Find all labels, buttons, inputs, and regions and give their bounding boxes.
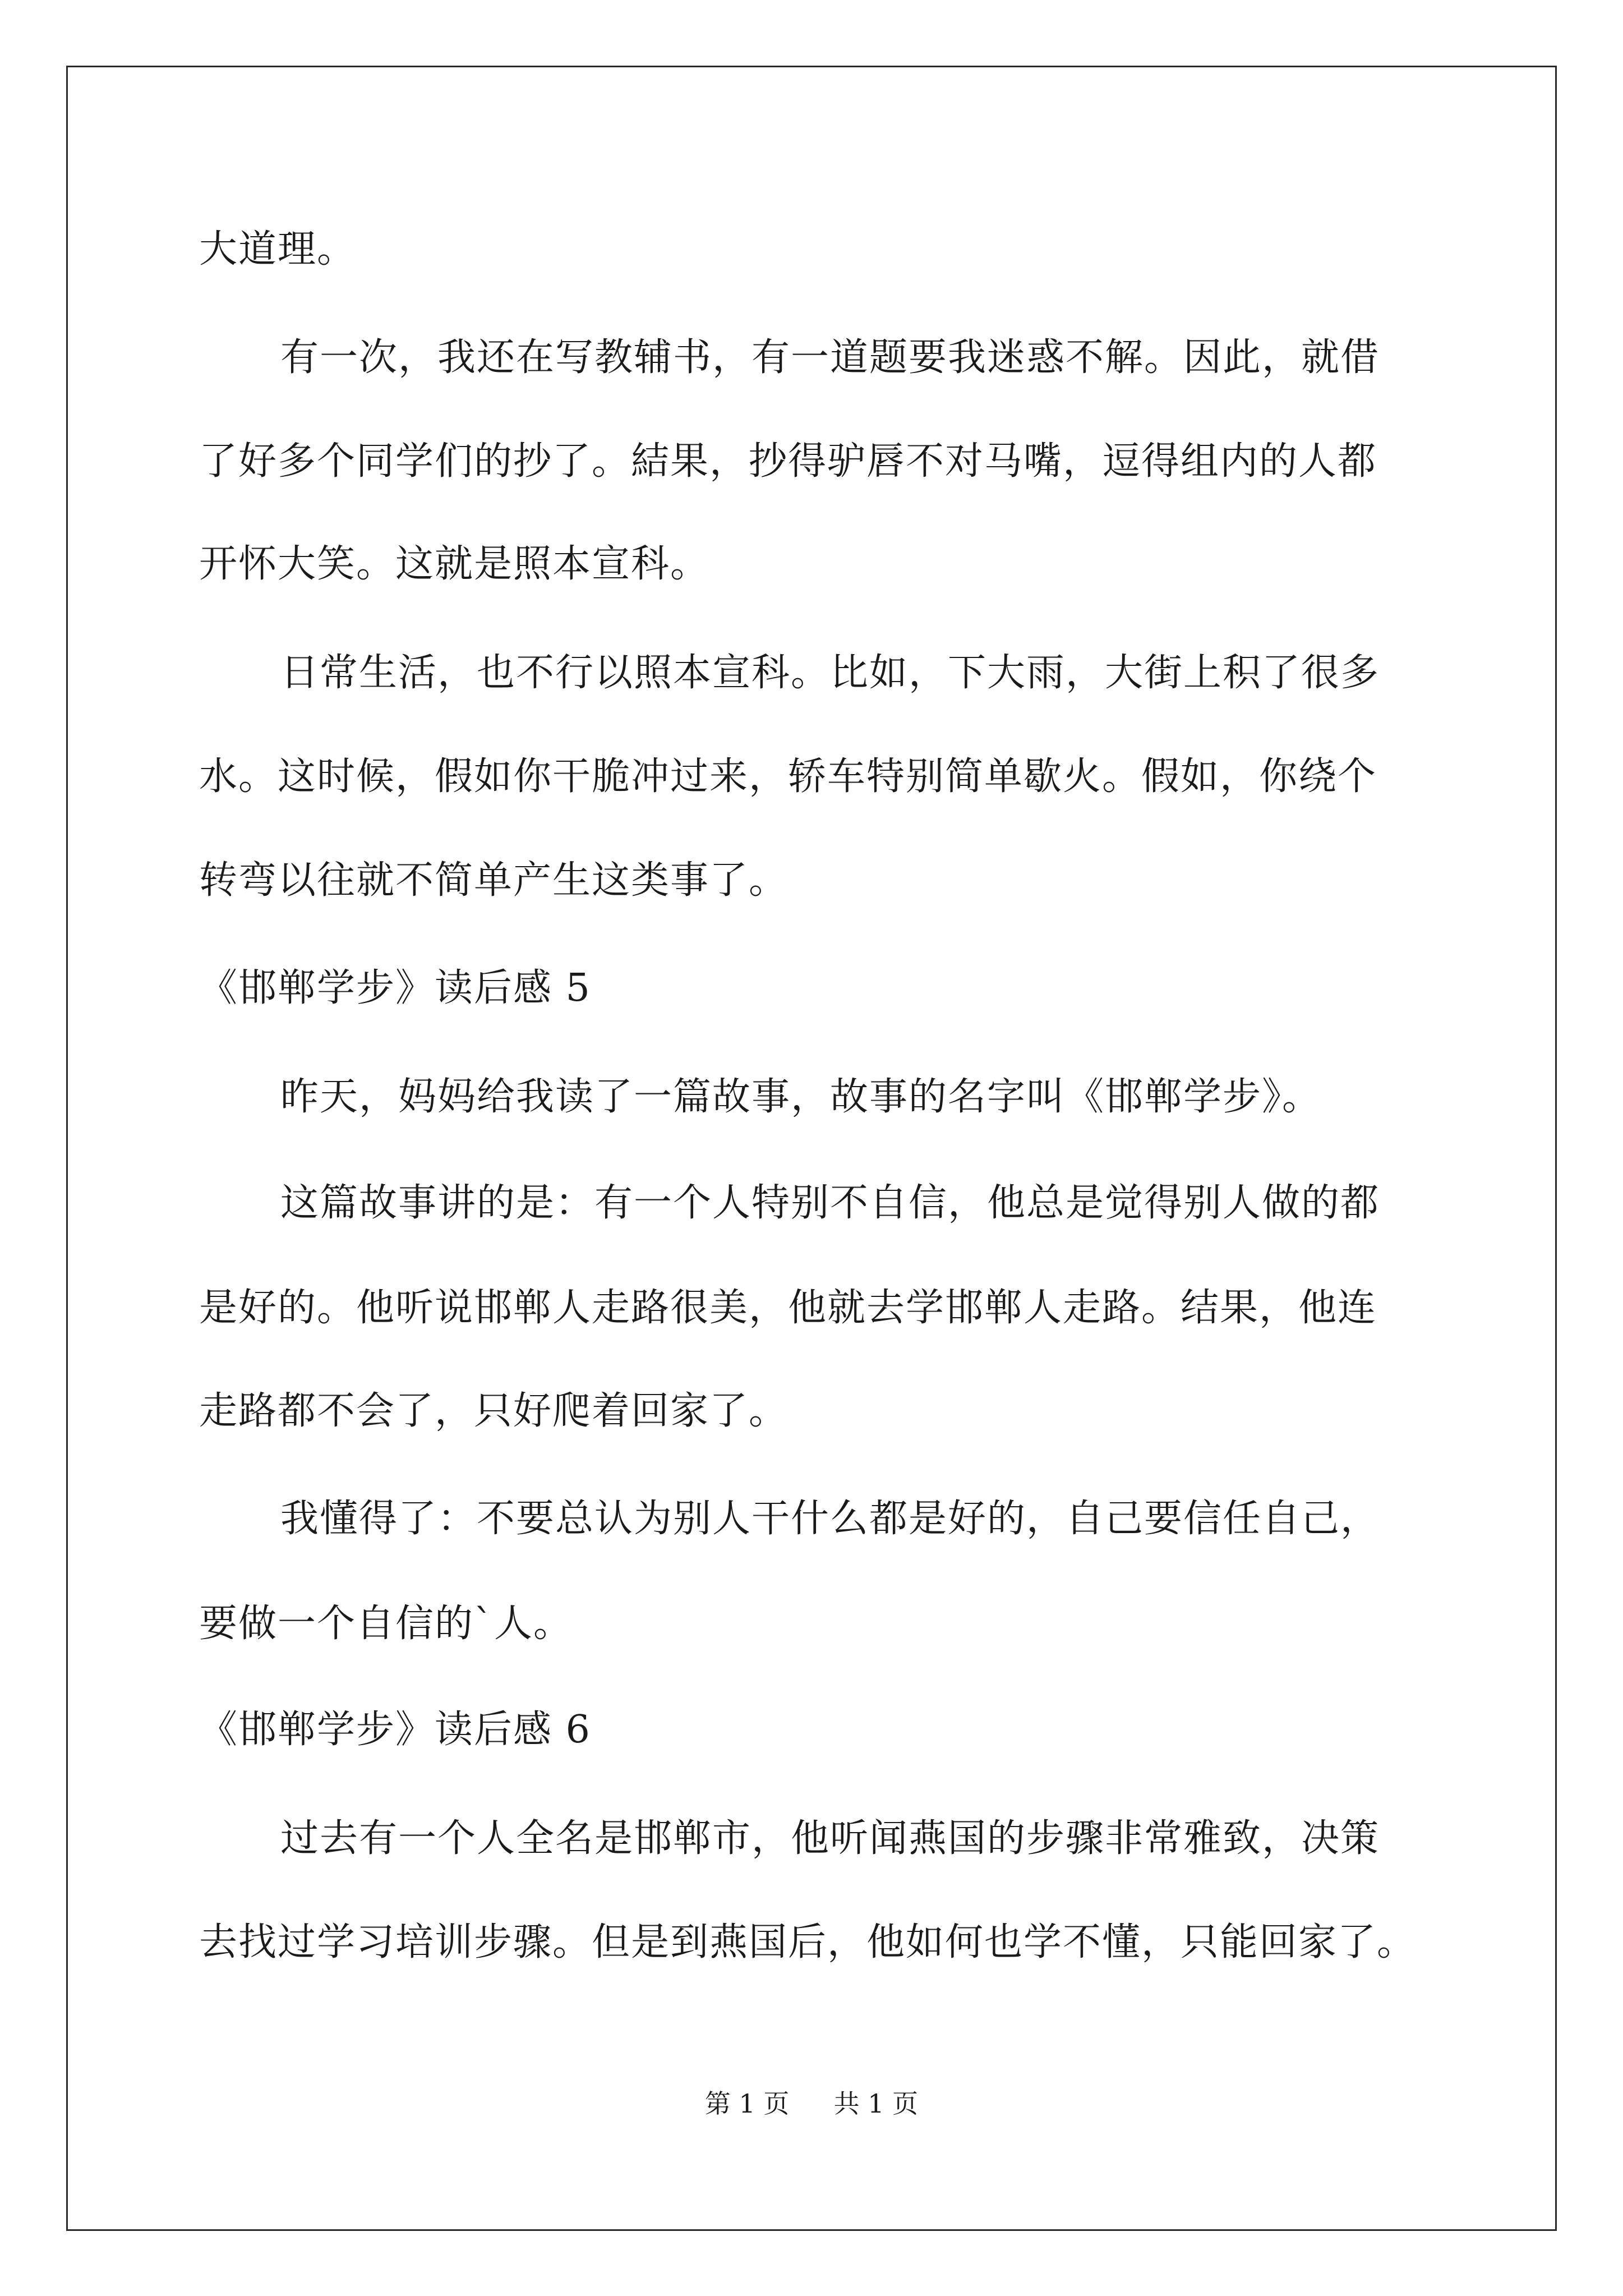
paragraph-first-line: 有一次，我还在写教辅书，有一道题要我迷惑不解。因此，就借 <box>280 335 1380 380</box>
page-number: 第 1 页 <box>704 2088 790 2119</box>
section-heading: 《邯郸学步》读后感 5 <box>199 966 591 1010</box>
paragraph-first-line: 过去有一个人全名是邯郸市，他听闻燕国的步骤非常雅致，决策 <box>280 1816 1380 1861</box>
text-line: 水。这时候，假如你干脆冲过来，轿车特别简单歇火。假如，你绕个 <box>199 754 1377 799</box>
text-line: 是好的。他听说邯郸人走路很美，他就去学邯郸人走路。结果，他连 <box>199 1286 1377 1330</box>
page-total: 共 1 页 <box>833 2088 919 2119</box>
page-border <box>66 66 1557 2231</box>
text-line: 要做一个自信的`人。 <box>199 1602 573 1646</box>
text-line: 去找过学习培训步骤。但是到燕国后，他如何也学不懂，只能回家了。 <box>199 1920 1417 1964</box>
paragraph-first-line: 这篇故事讲的是：有一个人特别不自信，他总是觉得别人做的都 <box>280 1181 1380 1225</box>
paragraph-first-line: 日常生活，也不行以照本宣科。比如，下大雨，大街上积了很多 <box>280 651 1380 695</box>
paragraph-first-line: 昨天，妈妈给我读了一篇故事，故事的名字叫《邯郸学步》。 <box>280 1075 1322 1119</box>
text-line: 了好多个同学们的抄了。結果，抄得驴唇不对马嘴，逗得组内的人都 <box>199 439 1377 484</box>
text-line: 大道理。 <box>199 227 357 272</box>
paragraph-first-line: 我懂得了：不要总认为别人干什么都是好的，自己要信任自己， <box>280 1497 1380 1541</box>
text-line: 开怀大笑。这就是照本宣科。 <box>199 542 710 586</box>
text-line: 转弯以往就不简单产生这类事了。 <box>199 858 789 903</box>
page-footer <box>0 2087 1623 2120</box>
text-line: 走路都不会了，只好爬着回家了。 <box>199 1389 789 1433</box>
section-heading: 《邯郸学步》读后感 6 <box>199 1708 591 1752</box>
